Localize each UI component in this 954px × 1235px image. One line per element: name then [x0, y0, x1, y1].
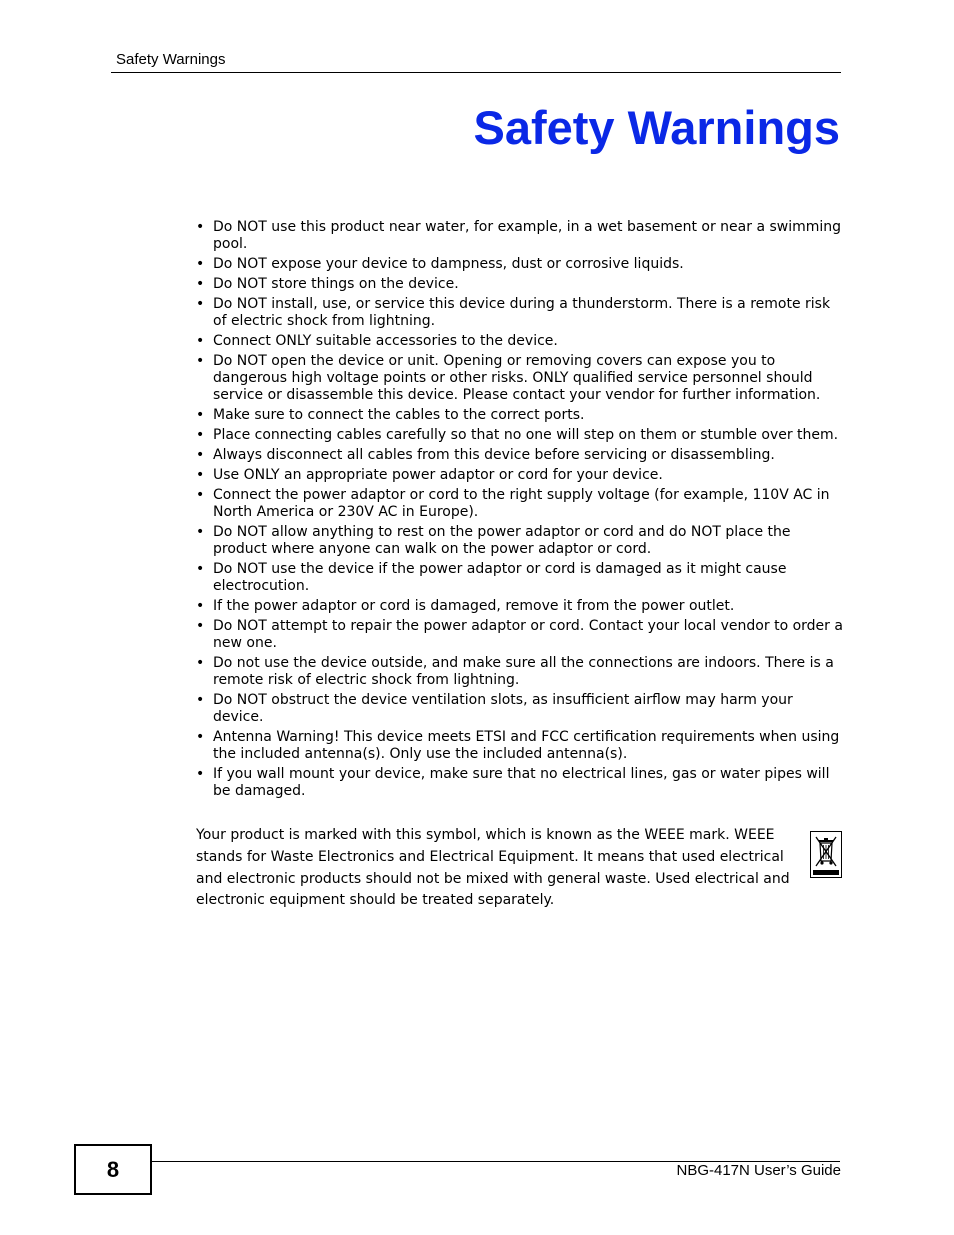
warning-text: Antenna Warning! This device meets ETSI and FCC certification requirements when using the included antenna(s). Only use the included antenna(s).	[213, 729, 840, 762]
warning-item	[196, 407, 844, 424]
weee-paragraph: Your product is marked with this symbol, which is known as the WEEE mark. WEEE stands for Waste Electronics and Electrical Equipment. It means that used electrical and electronic products should not be mixed with general waste. Used electrical and electronic equipment should be treated separately.	[196, 827, 790, 909]
warning-text: Connect ONLY suitable accessories to the device.	[213, 333, 558, 349]
warning-item	[196, 561, 844, 595]
bullet-icon: •	[196, 524, 205, 540]
warning-text: Do NOT obstruct the device ventilation slots, as insufficient airflow may harm your device.	[213, 692, 793, 725]
running-header: Safety Warnings	[116, 51, 226, 68]
warning-text: If the power adaptor or cord is damaged, remove it from the power outlet.	[213, 598, 735, 614]
crossed-out-wheelie-bin-icon	[810, 831, 842, 878]
warning-item	[196, 447, 844, 464]
bullet-icon: •	[196, 618, 205, 634]
warning-item	[196, 655, 844, 689]
weee-section	[196, 825, 846, 912]
warning-text: Do NOT allow anything to rest on the power adaptor or cord and do NOT place the product where anyone can walk on the power adaptor or cord.	[213, 524, 791, 557]
warning-text: Always disconnect all cables from this device before servicing or disassembling.	[213, 447, 775, 463]
warning-item	[196, 219, 844, 253]
bullet-icon: •	[196, 256, 205, 272]
bullet-icon: •	[196, 296, 205, 312]
bullet-icon: •	[196, 729, 205, 745]
warning-item	[196, 598, 844, 615]
header-rule	[111, 72, 841, 73]
warning-text: Do NOT store things on the device.	[213, 276, 459, 292]
warning-item	[196, 766, 844, 800]
warning-text: Use ONLY an appropriate power adaptor or cord for your device.	[213, 467, 663, 483]
bullet-icon: •	[196, 219, 205, 235]
safety-warnings-list	[196, 219, 844, 803]
bullet-icon: •	[196, 447, 205, 463]
bullet-icon: •	[196, 655, 205, 671]
warning-text: Place connecting cables carefully so that no one will step on them or stumble over them.	[213, 427, 839, 443]
warning-text: Do NOT install, use, or service this device during a thunderstorm. There is a remote risk of electric shock from lightning.	[213, 296, 831, 329]
warning-item	[196, 692, 844, 726]
warning-text: Do NOT attempt to repair the power adaptor or cord. Contact your local vendor to order a new one.	[213, 618, 843, 651]
warning-item	[196, 467, 844, 484]
warning-text: Do NOT open the device or unit. Opening or removing covers can expose you to dangerous high voltage points or other risks. ONLY qualified service personnel should service or disassemble this device. Please contact your vendor for further information.	[213, 353, 821, 403]
bullet-icon: •	[196, 766, 205, 782]
warning-text: Do NOT use this product near water, for example, in a wet basement or near a swimming pool.	[213, 219, 842, 252]
footer-guide-title: NBG-417N User’s Guide	[676, 1162, 841, 1179]
warning-item	[196, 353, 844, 404]
warning-text: Do not use the device outside, and make sure all the connections are indoors. There is a remote risk of electric shock from lightning.	[213, 655, 834, 688]
bullet-icon: •	[196, 407, 205, 423]
page-number: 8	[74, 1144, 152, 1195]
warning-text: If you wall mount your device, make sure that no electrical lines, gas or water pipes will be damaged.	[213, 766, 830, 799]
warning-item	[196, 256, 844, 273]
warning-item	[196, 524, 844, 558]
bullet-icon: •	[196, 467, 205, 483]
warning-item	[196, 729, 844, 763]
bullet-icon: •	[196, 487, 205, 503]
warning-text: Connect the power adaptor or cord to the right supply voltage (for example, 110V AC in North America or 230V AC in Europe).	[213, 487, 830, 520]
bullet-icon: •	[196, 427, 205, 443]
warning-text: Do NOT expose your device to dampness, dust or corrosive liquids.	[213, 256, 684, 272]
bullet-icon: •	[196, 692, 205, 708]
warning-item	[196, 276, 844, 293]
bullet-icon: •	[196, 561, 205, 577]
warning-text: Make sure to connect the cables to the correct ports.	[213, 407, 585, 423]
warning-text: Do NOT use the device if the power adaptor or cord is damaged as it might cause electrocution.	[213, 561, 787, 594]
bullet-icon: •	[196, 276, 205, 292]
page-title: Safety Warnings	[473, 101, 840, 154]
bullet-icon: •	[196, 598, 205, 614]
warning-item	[196, 333, 844, 350]
warning-item	[196, 427, 844, 444]
bullet-icon: •	[196, 333, 205, 349]
warning-item	[196, 618, 844, 652]
warning-item	[196, 296, 844, 330]
warning-item	[196, 487, 844, 521]
bullet-icon: •	[196, 353, 205, 369]
